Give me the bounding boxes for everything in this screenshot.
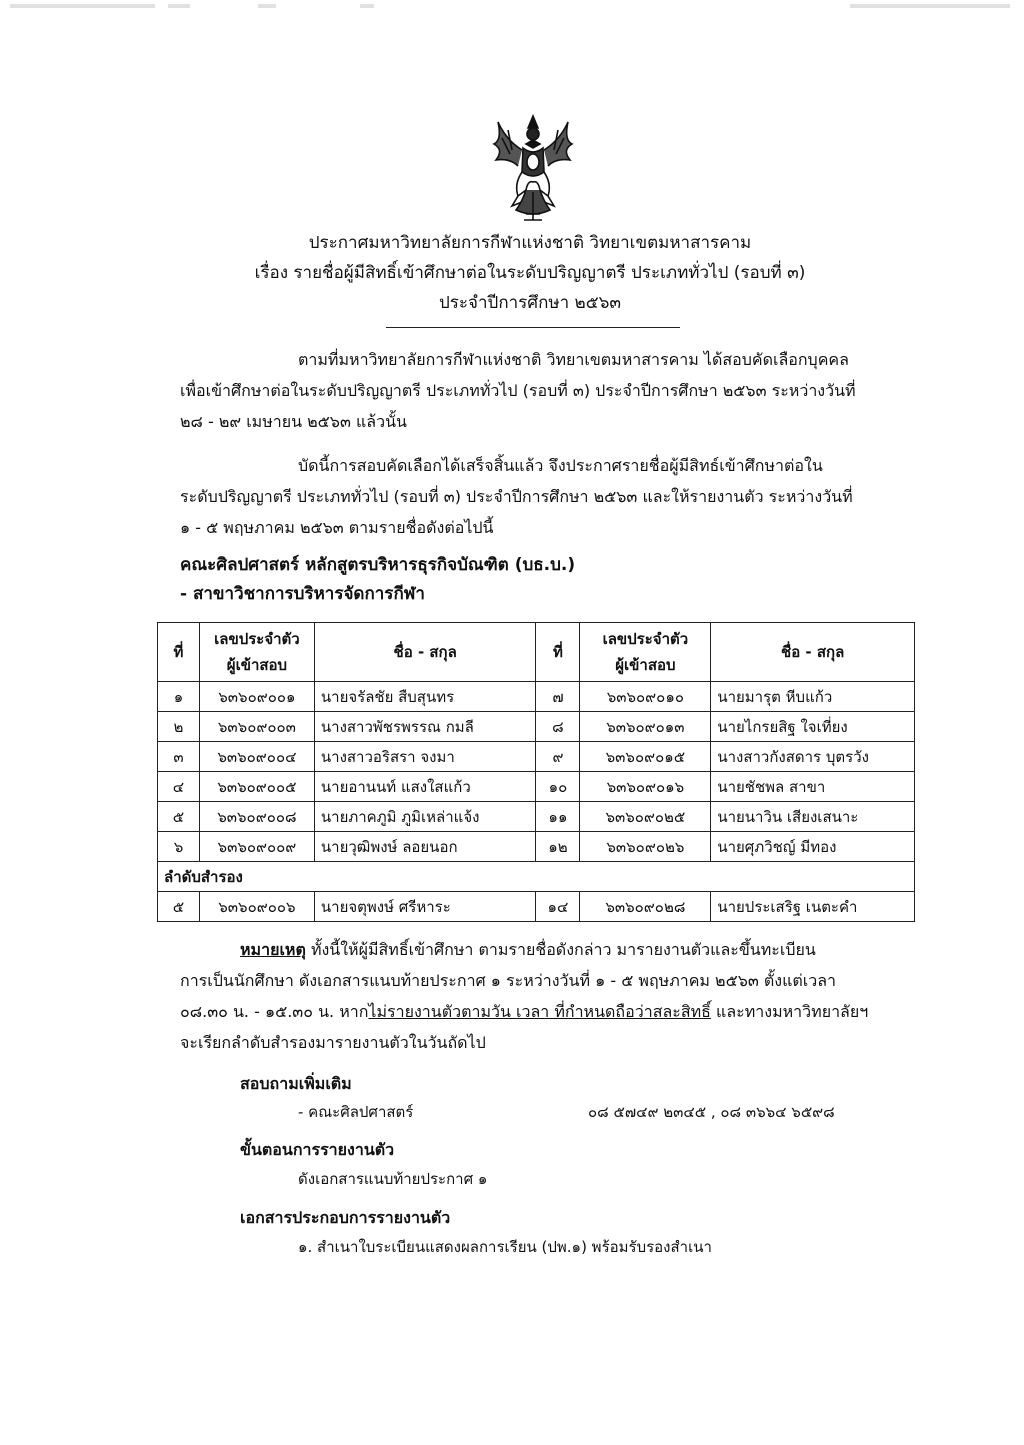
- cell-no: ๒: [158, 712, 200, 742]
- col-header-id-line1: เลขประจำตัว: [214, 630, 300, 648]
- scan-artifact: [360, 4, 374, 8]
- col-header-id: [199, 623, 314, 682]
- table-row: [158, 802, 915, 832]
- cell-id: ๖๓๖๐๙๐๒๕: [580, 802, 711, 832]
- col-header-no: ที่: [536, 623, 580, 682]
- reserve-row: [158, 892, 915, 922]
- faculty-heading: คณะศิลปศาสตร์ หลักสูตรบริหารธุรกิจบัณฑิต (บธ.บ.): [180, 555, 576, 575]
- cell-name: นายศุภวิชญ์ มีทอง: [711, 832, 915, 862]
- announce-line: ๑ - ๕ พฤษภาคม ๒๕๖๓ ตามรายชื่อดังต่อไปนี้: [180, 518, 494, 537]
- academic-year: ประจำปีการศึกษา ๒๕๖๓: [438, 293, 622, 313]
- cell-id: ๖๓๖๐๙๐๒๘: [580, 892, 711, 922]
- procedure-heading: ขั้นตอนการรายงานตัว: [240, 1140, 395, 1159]
- table-header-row: [158, 623, 915, 682]
- announcement-title: ประกาศมหาวิทยาลัยการกีฬาแห่งชาติ วิทยาเขตมหาสารคาม: [308, 233, 752, 253]
- scan-artifact: [168, 4, 190, 8]
- cell-no: ๑๒: [536, 832, 580, 862]
- cell-id: ๖๓๖๐๙๐๑๕: [580, 742, 711, 772]
- cell-id: ๖๓๖๐๙๐๐๔: [199, 742, 314, 772]
- cell-name: นายวุฒิพงษ์ ลอยนอก: [314, 832, 536, 862]
- cell-name: นางสาวอริสรา จงมา: [314, 742, 536, 772]
- announce-line: บัดนี้การสอบคัดเลือกได้เสร็จสิ้นแล้ว จึงประกาศรายชื่อผู้มีสิทธ์เข้าศึกษาต่อใน: [298, 456, 823, 475]
- cell-id: ๖๓๖๐๙๐๒๖: [580, 832, 711, 862]
- title-divider: [386, 327, 680, 328]
- table-row: [158, 832, 915, 862]
- remark-paragraph: [180, 934, 892, 1058]
- cell-name: นายมารุต หีบแก้ว: [711, 682, 915, 712]
- table-row: [158, 682, 915, 712]
- cell-name: นายจตุพงษ์ ศรีหาระ: [314, 892, 536, 922]
- remark-text: ทั้งนี้ให้ผู้มีสิทธิ์เข้าศึกษา ตามรายชื่อดังกล่าว มารายงานตัวและขึ้นทะเบียน: [305, 940, 816, 959]
- cell-name: นายชัชพล สาขา: [711, 772, 915, 802]
- documents-item: ๑. สำเนาใบระเบียนแสดงผลการเรียน (ปพ.๑) พร้อมรับรองสำเนา: [298, 1238, 712, 1256]
- col-header-id-line2: ผู้เข้าสอบ: [615, 656, 676, 674]
- remark-line: [180, 996, 892, 1027]
- col-header-name: ชื่อ - สกุล: [711, 623, 915, 682]
- cell-name: นายอานนท์ แสงใสแก้ว: [314, 772, 536, 802]
- cell-name: นายไกรยสิฐ ใจเที่ยง: [711, 712, 915, 742]
- forfeit-warning: ไม่รายงานตัวตามวัน เวลา ที่กำหนดถือว่าสละสิทธิ์: [368, 1002, 711, 1021]
- col-header-id-line1: เลขประจำตัว: [602, 630, 689, 648]
- cell-id: ๖๓๖๐๙๐๑๓: [580, 712, 711, 742]
- cell-id: ๖๓๖๐๙๐๑๐: [580, 682, 711, 712]
- remark-text: และทางมหาวิทยาลัยฯ: [710, 1002, 869, 1021]
- cell-id: ๖๓๖๐๙๐๐๑: [199, 682, 314, 712]
- inquiry-heading: สอบถามเพิ่มเติม: [240, 1074, 352, 1093]
- cell-name: นางสาวกังสดาร บุตรวัง: [711, 742, 915, 772]
- intro-paragraph: [180, 344, 890, 437]
- documents-heading: เอกสารประกอบการรายงานตัว: [240, 1208, 451, 1227]
- announcement-subject: เรื่อง รายชื่อผู้มีสิทธิ์เข้าศึกษาต่อในระดับปริญญาตรี ประเภททั่วไป (รอบที่ ๓): [254, 263, 806, 283]
- remark-line: จะเรียกลำดับสำรองมารายงานตัวในวันถัดไป: [180, 1033, 486, 1052]
- intro-line: ๒๘ - ๒๙ เมษายน ๒๕๖๓ แล้วนั้น: [180, 412, 407, 431]
- remark-label: หมายเหตุ: [240, 940, 306, 959]
- reserve-label-row: [158, 862, 915, 892]
- cell-no: ๖: [158, 832, 200, 862]
- cell-id: ๖๓๖๐๙๐๐๓: [199, 712, 314, 742]
- cell-name: นายภาคภูมิ ภูมิเหล่าแจ้ง: [314, 802, 536, 832]
- cell-id: ๖๓๖๐๙๐๐๘: [199, 802, 314, 832]
- scan-artifact: [258, 4, 276, 8]
- cell-no: ๕: [158, 802, 200, 832]
- col-header-no: ที่: [158, 623, 200, 682]
- cell-no: ๑: [158, 682, 200, 712]
- announce-paragraph: [180, 450, 890, 543]
- reserve-label: ลำดับสำรอง: [158, 862, 915, 892]
- col-header-id: [580, 623, 711, 682]
- inquiry-department: - คณะศิลปศาสตร์: [298, 1103, 414, 1121]
- cell-no: ๓: [158, 742, 200, 772]
- inquiry-phones: ๐๘ ๕๗๔๙ ๒๓๔๕ , ๐๘ ๓๖๖๔ ๖๕๙๘: [588, 1103, 835, 1121]
- cell-no: ๘: [536, 712, 580, 742]
- intro-line: เพื่อเข้าศึกษาต่อในระดับปริญญาตรี ประเภททั่วไป (รอบที่ ๓) ประจำปีการศึกษา ๒๕๖๓ ระหว่างวันที่: [180, 381, 856, 400]
- cell-name: นายนาวิน เสียงเสนาะ: [711, 802, 915, 832]
- cell-id: ๖๓๖๐๙๐๑๖: [580, 772, 711, 802]
- cell-no: ๔: [158, 772, 200, 802]
- cell-id: ๖๓๖๐๙๐๐๖: [199, 892, 314, 922]
- cell-no: ๗: [536, 682, 580, 712]
- table-row: [158, 742, 915, 772]
- cell-name: นายจรัลชัย สืบสุนทร: [314, 682, 536, 712]
- garuda-emblem: [478, 110, 588, 225]
- cell-no: ๙: [536, 742, 580, 772]
- scan-artifact: [850, 4, 1010, 8]
- cell-id: ๖๓๖๐๙๐๐๙: [199, 832, 314, 862]
- cell-no: ๑๔: [536, 892, 580, 922]
- cell-no: ๑๐: [536, 772, 580, 802]
- cell-id: ๖๓๖๐๙๐๐๕: [199, 772, 314, 802]
- col-header-name: ชื่อ - สกุล: [314, 623, 536, 682]
- cell-no: ๑๑: [536, 802, 580, 832]
- col-header-id-line2: ผู้เข้าสอบ: [226, 656, 288, 674]
- procedure-text: ดังเอกสารแนบท้ายประกาศ ๑: [298, 1170, 488, 1188]
- table-row: [158, 712, 915, 742]
- admitted-students-table: [157, 622, 915, 922]
- scan-artifact: [10, 4, 155, 8]
- major-heading: - สาขาวิชาการบริหารจัดการกีฬา: [180, 584, 425, 604]
- cell-name: นางสาวพัชรพรรณ กมลี: [314, 712, 536, 742]
- intro-line: ตามที่มหาวิทยาลัยการกีฬาแห่งชาติ วิทยาเขตมหาสารคาม ได้สอบคัดเลือกบุคคล: [298, 350, 849, 369]
- cell-name: นายประเสริฐ เนตะคำ: [711, 892, 915, 922]
- announce-line: ระดับปริญญาตรี ประเภททั่วไป (รอบที่ ๓) ประจำปีการศึกษา ๒๕๖๓ และให้รายงานตัว ระหว่างวันที่: [180, 487, 853, 506]
- table-row: [158, 772, 915, 802]
- remark-line: การเป็นนักศึกษา ดังเอกสารแนบท้ายประกาศ ๑ ระหว่างวันที่ ๑ - ๕ พฤษภาคม ๒๕๖๓ ตั้งแต่เวลา: [180, 971, 837, 990]
- remark-line: [180, 934, 892, 965]
- cell-no: ๕: [158, 892, 200, 922]
- remark-text: ๐๘.๓๐ น. - ๑๕.๓๐ น. หาก: [180, 1002, 369, 1021]
